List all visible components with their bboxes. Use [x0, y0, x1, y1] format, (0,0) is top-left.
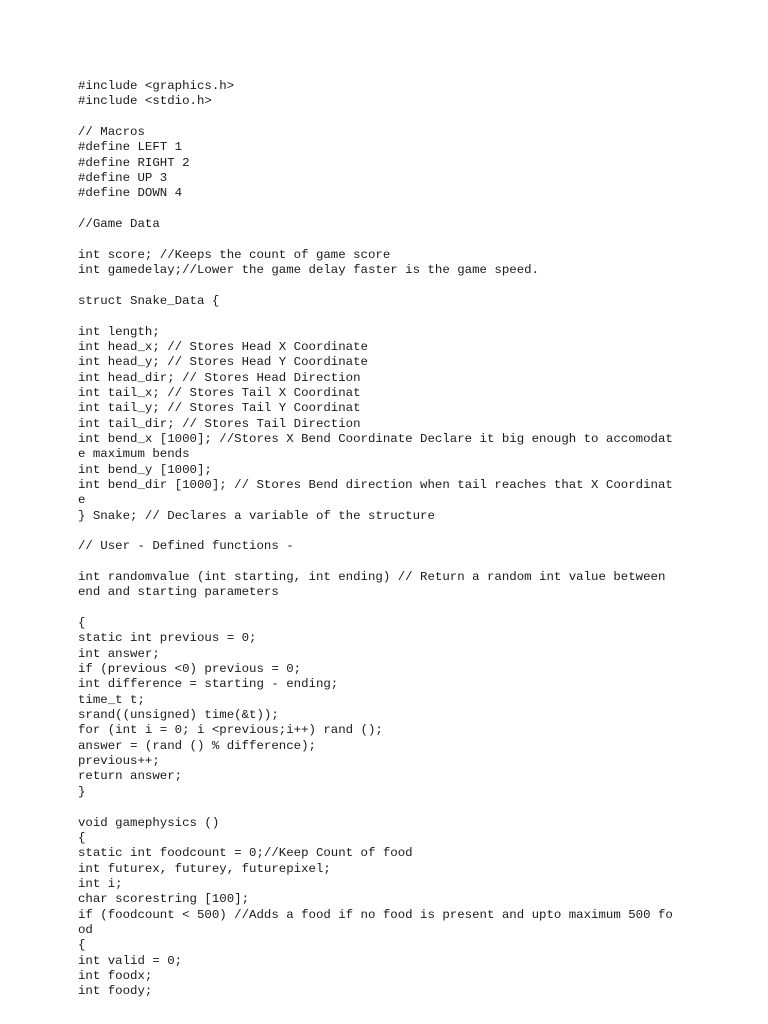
code-line: int difference = starting - ending;	[78, 677, 339, 692]
code-line: #define RIGHT 2	[78, 155, 190, 170]
code-line: int foodx;	[78, 968, 153, 983]
code-line: int score; //Keeps the count of game score	[78, 247, 391, 262]
code-line: char scorestring [100];	[78, 892, 250, 907]
code-line: answer = (rand () % difference);	[78, 738, 316, 753]
code-line: #include <graphics.h>	[78, 79, 235, 93]
code-line	[78, 800, 718, 815]
code-line: int bend_dir [1000]; // Stores Bend direction when tail reaches that X Coordinat	[78, 477, 673, 492]
code-line: // Macros	[78, 125, 145, 140]
code-line: int i;	[78, 876, 123, 891]
code-line: {	[78, 830, 86, 845]
code-line: int tail_x; // Stores Tail X Coordinat	[78, 385, 361, 400]
code-line: }	[78, 784, 86, 799]
code-line: int foody;	[78, 984, 153, 999]
code-line: return answer;	[78, 769, 183, 784]
code-line: int answer;	[78, 646, 160, 661]
code-line: int tail_dir; // Stores Tail Direction	[78, 416, 361, 431]
code-line	[78, 110, 718, 125]
code-line: int head_x; // Stores Head X Coordinate	[78, 339, 368, 354]
code-line: if (previous <0) previous = 0;	[78, 662, 302, 677]
code-line: e maximum bends	[78, 447, 190, 462]
code-line	[78, 555, 718, 570]
code-line	[78, 232, 718, 247]
code-line: struct Snake_Data {	[78, 293, 220, 308]
code-line: {	[78, 938, 86, 953]
code-line: int valid = 0;	[78, 953, 183, 968]
code-line: int tail_y; // Stores Tail Y Coordinat	[78, 401, 361, 416]
code-line: //Game Data	[78, 217, 160, 232]
code-listing	[78, 79, 718, 1000]
code-line: int futurex, futurey, futurepixel;	[78, 861, 331, 876]
code-line: int bend_x [1000]; //Stores X Bend Coordinate Declare it big enough to accomodat	[78, 431, 673, 446]
code-line: end and starting parameters	[78, 585, 279, 600]
code-line: od	[78, 922, 93, 937]
code-line: {	[78, 616, 86, 631]
code-line: static int foodcount = 0;//Keep Count of food	[78, 846, 413, 861]
code-line: static int previous = 0;	[78, 631, 257, 646]
code-line: #define DOWN 4	[78, 186, 183, 201]
code-line	[78, 601, 718, 616]
code-line: int bend_y [1000];	[78, 462, 212, 477]
code-line: #define LEFT 1	[78, 140, 183, 155]
code-line: e	[78, 493, 86, 508]
code-line: int head_dir; // Stores Head Direction	[78, 370, 361, 385]
code-line: int head_y; // Stores Head Y Coordinate	[78, 355, 368, 370]
code-line	[78, 278, 718, 293]
code-line: // User - Defined functions -	[78, 539, 294, 554]
code-line: if (foodcount < 500) //Adds a food if no food is present and upto maximum 500 fo	[78, 907, 673, 922]
code-line: int length;	[78, 324, 160, 339]
code-line: for (int i = 0; i <previous;i++) rand ();	[78, 723, 383, 738]
code-line	[78, 309, 718, 324]
code-line: void gamephysics ()	[78, 815, 220, 830]
code-line: #include <stdio.h>	[78, 94, 212, 109]
code-line: int gamedelay;//Lower the game delay faster is the game speed.	[78, 263, 540, 278]
code-line: previous++;	[78, 754, 160, 769]
code-line: time_t t;	[78, 692, 145, 707]
code-line	[78, 524, 718, 539]
code-line: } Snake; // Declares a variable of the structure	[78, 508, 435, 523]
code-line: #define UP 3	[78, 171, 168, 186]
code-line: srand((unsigned) time(&t));	[78, 708, 279, 723]
code-line: int randomvalue (int starting, int ending) // Return a random int value between	[78, 570, 666, 584]
code-line	[78, 202, 718, 217]
